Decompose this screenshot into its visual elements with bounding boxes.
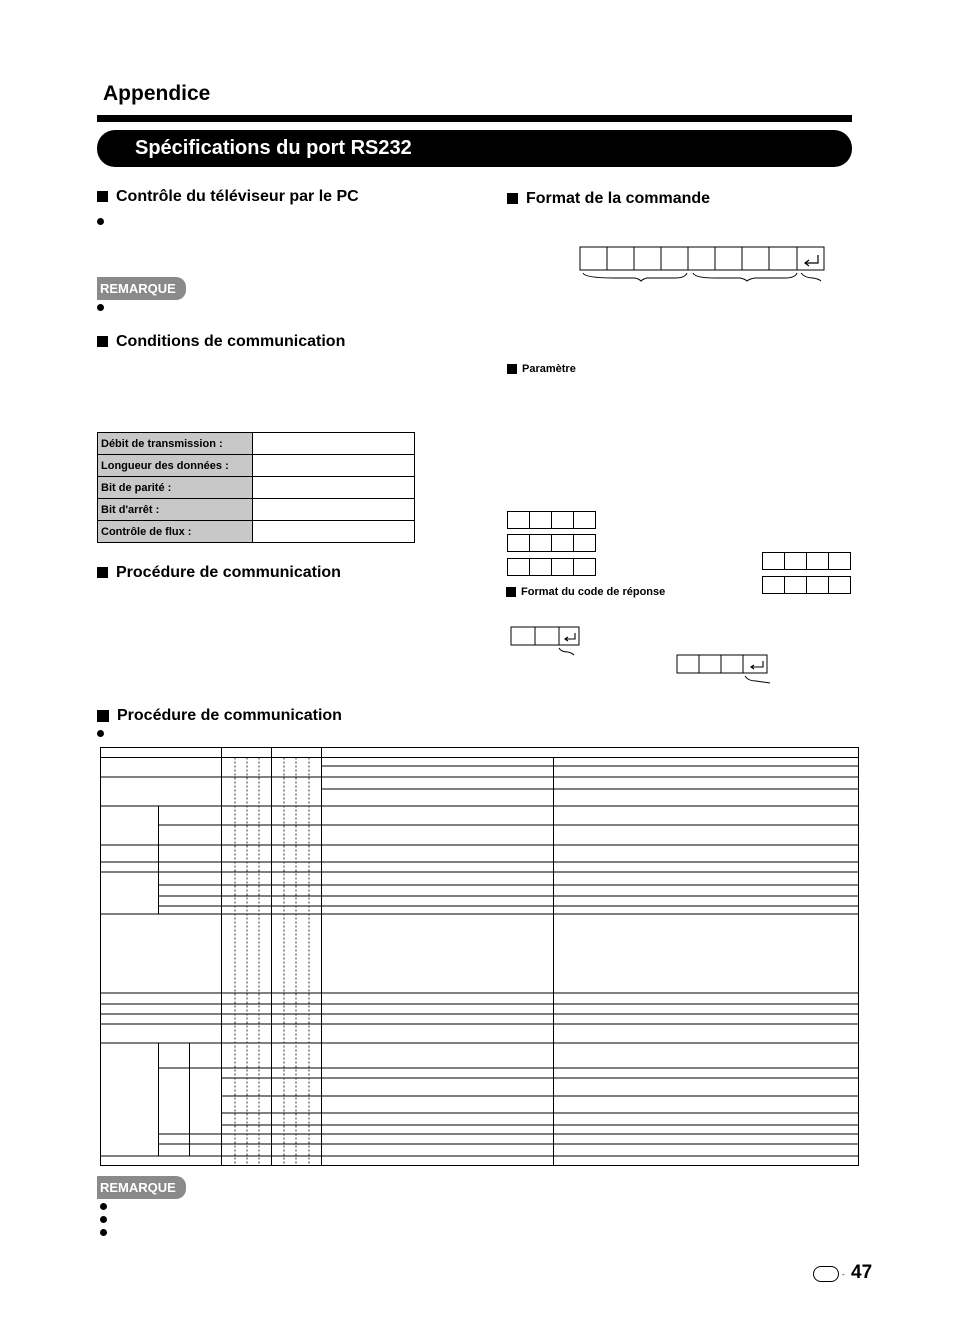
condition-value bbox=[253, 455, 415, 477]
format-heading: Format de la commande bbox=[507, 190, 710, 208]
banner-title: Spécifications du port RS232 bbox=[135, 137, 412, 159]
separator-dash: - bbox=[842, 1270, 845, 1279]
response-code-diagram bbox=[508, 624, 588, 658]
parameter-label: Paramètre bbox=[507, 363, 576, 375]
condition-value bbox=[253, 433, 415, 455]
conditions-table bbox=[97, 432, 415, 543]
parameter-box bbox=[763, 552, 851, 570]
condition-label: Longueur des données : bbox=[98, 455, 253, 477]
bullet-dot-icon bbox=[100, 1203, 107, 1210]
pc-control-heading: Contrôle du téléviseur par le PC bbox=[97, 188, 359, 206]
header-rule bbox=[97, 115, 852, 122]
parameter-box bbox=[763, 576, 851, 594]
parameter-box bbox=[508, 558, 596, 576]
title-banner bbox=[97, 130, 852, 167]
condition-label: Bit d'arrêt : bbox=[98, 499, 253, 521]
remark-badge: REMARQUE bbox=[97, 1176, 186, 1199]
bottom-procedure-heading: Procédure de communication bbox=[97, 707, 342, 725]
command-table bbox=[99, 746, 861, 1168]
square-bullet-icon bbox=[97, 336, 108, 347]
condition-value bbox=[253, 477, 415, 499]
condition-label: Débit de transmission : bbox=[98, 433, 253, 455]
procedure-heading: Procédure de communication bbox=[97, 564, 341, 582]
bullet-dot-icon bbox=[100, 1216, 107, 1223]
conditions-heading: Conditions de communication bbox=[97, 333, 345, 351]
condition-value bbox=[253, 521, 415, 543]
parameter-box bbox=[508, 511, 596, 529]
square-bullet-icon bbox=[97, 567, 108, 578]
command-format-diagram bbox=[575, 243, 835, 288]
bullet-dot-icon bbox=[97, 218, 104, 225]
bullet-dot-icon bbox=[97, 730, 104, 737]
square-bullet-icon bbox=[97, 191, 108, 202]
return-arrow-icon bbox=[751, 661, 763, 669]
table-row bbox=[98, 455, 415, 477]
condition-label: Bit de parité : bbox=[98, 477, 253, 499]
page-number: 47 bbox=[851, 1262, 873, 1283]
square-bullet-icon bbox=[97, 710, 109, 722]
square-bullet-icon bbox=[507, 364, 517, 374]
square-bullet-icon bbox=[507, 193, 518, 204]
parameter-box bbox=[508, 534, 596, 552]
section-title: Appendice bbox=[103, 82, 211, 105]
remark-badge: REMARQUE bbox=[97, 277, 186, 300]
language-oval-icon bbox=[813, 1266, 839, 1282]
return-arrow-icon bbox=[565, 633, 575, 641]
condition-label: Contrôle de flux : bbox=[98, 521, 253, 543]
table-row bbox=[98, 499, 415, 521]
bullet-dot-icon bbox=[97, 304, 104, 311]
table-row bbox=[98, 521, 415, 543]
table-row bbox=[98, 477, 415, 499]
table-row bbox=[98, 433, 415, 455]
bullet-dot-icon bbox=[100, 1229, 107, 1236]
return-arrow-icon bbox=[805, 255, 818, 266]
square-bullet-icon bbox=[506, 587, 516, 597]
response-format-label: Format du code de réponse bbox=[506, 586, 665, 598]
response-code-diagram bbox=[674, 652, 774, 686]
condition-value bbox=[253, 499, 415, 521]
